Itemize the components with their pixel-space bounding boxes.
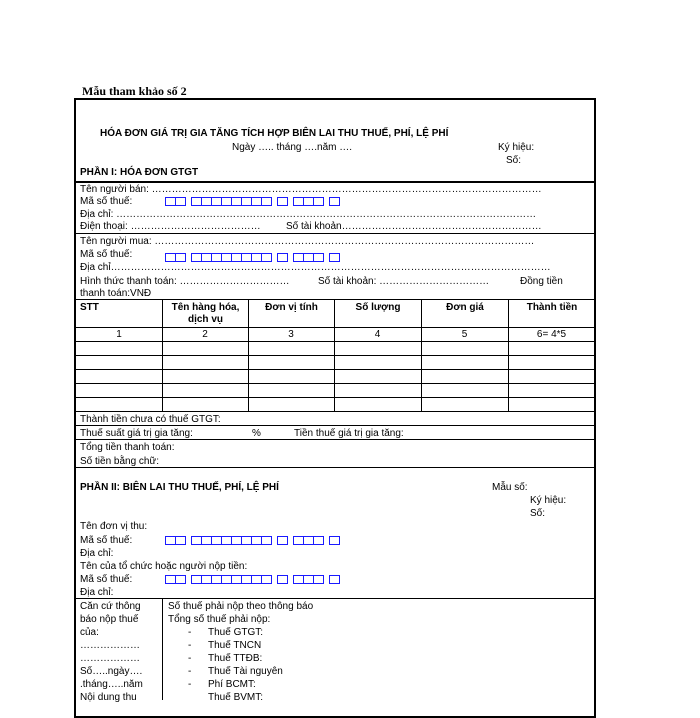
divider bbox=[76, 327, 595, 328]
divider bbox=[76, 181, 595, 183]
notice-basis-line: của: bbox=[80, 627, 99, 638]
percent-sign: % bbox=[252, 428, 261, 439]
bullet-dash: - bbox=[188, 627, 192, 638]
col-number: 5 bbox=[461, 329, 468, 340]
currency-value: thanh toán:VNĐ bbox=[80, 288, 152, 299]
bullet-dash: - bbox=[188, 653, 192, 664]
tax-item: Thuế Tài nguyên bbox=[208, 666, 283, 677]
buyer-address: Địa chỉ…………………………………………………………………………………………………………………… bbox=[80, 262, 551, 273]
vat-rate-label: Thuế suất giá trị gia tăng: bbox=[80, 428, 193, 439]
seller-account: Số tài khoản…………………………………………………… bbox=[286, 221, 542, 232]
notice-basis-line: báo nộp thuế bbox=[80, 614, 139, 625]
payer-tax-code-label: Mã số thuế: bbox=[80, 574, 133, 585]
tax-item: Thuế TTĐB: bbox=[208, 653, 263, 664]
table-row[interactable] bbox=[76, 397, 595, 398]
template-caption: Mẫu tham khảo số 2 bbox=[82, 84, 187, 98]
col-number: 3 bbox=[288, 329, 294, 340]
table-row[interactable] bbox=[76, 341, 595, 342]
unit-tax-code-label: Mã số thuế: bbox=[80, 535, 133, 546]
notice-basis-line: ……………… bbox=[80, 653, 140, 664]
part2-symbol-label: Ký hiệu: bbox=[530, 495, 567, 506]
tax-item: Thuế GTGT: bbox=[208, 627, 264, 638]
buyer-tax-code-label: Mã số thuế: bbox=[80, 249, 133, 260]
notice-basis-line: Số…..ngày…. bbox=[80, 666, 143, 677]
form-number-label: Mẫu số: bbox=[492, 482, 528, 493]
col-number: 6= 4*5 bbox=[536, 329, 567, 340]
date-line: Ngày ….. tháng ….năm …. bbox=[232, 142, 353, 153]
buyer-tax-code-boxes[interactable] bbox=[165, 253, 339, 262]
header-quantity: Số lượng bbox=[355, 302, 401, 313]
seller-tax-code-label: Mã số thuế: bbox=[80, 196, 133, 207]
divider bbox=[76, 598, 595, 599]
vat-amount-label: Tiền thuế giá trị gia tăng: bbox=[294, 428, 404, 439]
bullet-dash: - bbox=[188, 679, 192, 690]
amount-in-words-label: Số tiền bằng chữ: bbox=[80, 456, 159, 467]
table-row[interactable] bbox=[76, 355, 595, 356]
total-tax-payable: Tổng số thuế phải nộp: bbox=[168, 614, 271, 625]
divider bbox=[76, 233, 595, 234]
table-row[interactable] bbox=[76, 383, 595, 384]
divider bbox=[76, 439, 595, 440]
buyer-name: Tên người mua: …………………………………………………………………………………………………… bbox=[80, 236, 535, 247]
collecting-unit-label: Tên đơn vị thu: bbox=[80, 521, 148, 532]
bullet-dash: - bbox=[188, 640, 192, 651]
tax-payable-title: Số thuế phải nộp theo thông báo bbox=[168, 601, 314, 612]
number-label: Số: bbox=[506, 155, 522, 166]
part2-heading: PHẦN II: BIÊN LAI THU THUẾ, PHÍ, LỆ PHÍ bbox=[80, 482, 279, 493]
seller-address: Địa chỉ: ……………………………………………………………………………………………………………… bbox=[80, 209, 537, 220]
unit-address-label: Địa chỉ: bbox=[80, 548, 114, 559]
bullet-dash: - bbox=[188, 666, 192, 677]
part1-heading: PHẦN I: HÓA ĐƠN GTGT bbox=[80, 167, 199, 178]
divider bbox=[76, 425, 595, 426]
header-unit: Đơn vị tính bbox=[265, 302, 318, 313]
divider bbox=[76, 299, 595, 300]
column-divider bbox=[162, 598, 163, 700]
seller-name: Tên người bán: ……………………………………………………………………………………………………… bbox=[80, 184, 542, 195]
seller-tax-code-boxes[interactable] bbox=[165, 197, 339, 206]
payer-tax-code-boxes[interactable] bbox=[165, 575, 339, 584]
payer-name-label: Tên của tổ chức hoặc người nộp tiền: bbox=[80, 561, 248, 572]
divider bbox=[76, 467, 595, 468]
payer-address-label: Địa chỉ: bbox=[80, 587, 114, 598]
header-goods: Tên hàng hóa, dịch vụ bbox=[171, 302, 240, 325]
table-row[interactable] bbox=[76, 369, 595, 370]
currency-label: Đồng tiền bbox=[520, 276, 563, 287]
unit-tax-code-boxes[interactable] bbox=[165, 536, 339, 545]
col-number: 2 bbox=[202, 329, 208, 340]
header-unit-price: Đơn giá bbox=[446, 302, 484, 313]
tax-item: Thuế BVMT: bbox=[208, 692, 264, 703]
col-number: 1 bbox=[116, 329, 122, 340]
col-number: 4 bbox=[374, 329, 381, 340]
subtotal-label: Thành tiền chưa có thuế GTGT: bbox=[80, 414, 221, 425]
header-stt: STT bbox=[80, 302, 99, 313]
symbol-label: Ký hiệu: bbox=[498, 142, 535, 153]
buyer-account: Số tài khoản: …………………………… bbox=[318, 276, 490, 287]
notice-basis-line: Nội dung thu bbox=[80, 692, 137, 703]
table-row[interactable] bbox=[76, 411, 595, 412]
notice-basis-line: Căn cứ thông bbox=[80, 601, 141, 612]
payment-method: Hình thức thanh toán: …………………………… bbox=[80, 276, 290, 287]
invoice-title: HÓA ĐƠN GIÁ TRỊ GIA TĂNG TÍCH HỢP BIÊN LAI THU THUẾ, PHÍ, LỆ PHÍ bbox=[100, 128, 449, 139]
notice-basis-line: ……………… bbox=[80, 640, 140, 651]
header-amount: Thành tiền bbox=[526, 302, 578, 313]
tax-item: Thuế TNCN bbox=[208, 640, 262, 651]
total-label: Tổng tiền thanh toán: bbox=[80, 442, 175, 453]
tax-item: Phí BCMT: bbox=[208, 679, 256, 690]
notice-basis-line: .tháng…..năm bbox=[80, 679, 143, 690]
seller-phone: Điện thoại: ………………………………… bbox=[80, 221, 261, 232]
part2-number-label: Số: bbox=[530, 508, 546, 519]
